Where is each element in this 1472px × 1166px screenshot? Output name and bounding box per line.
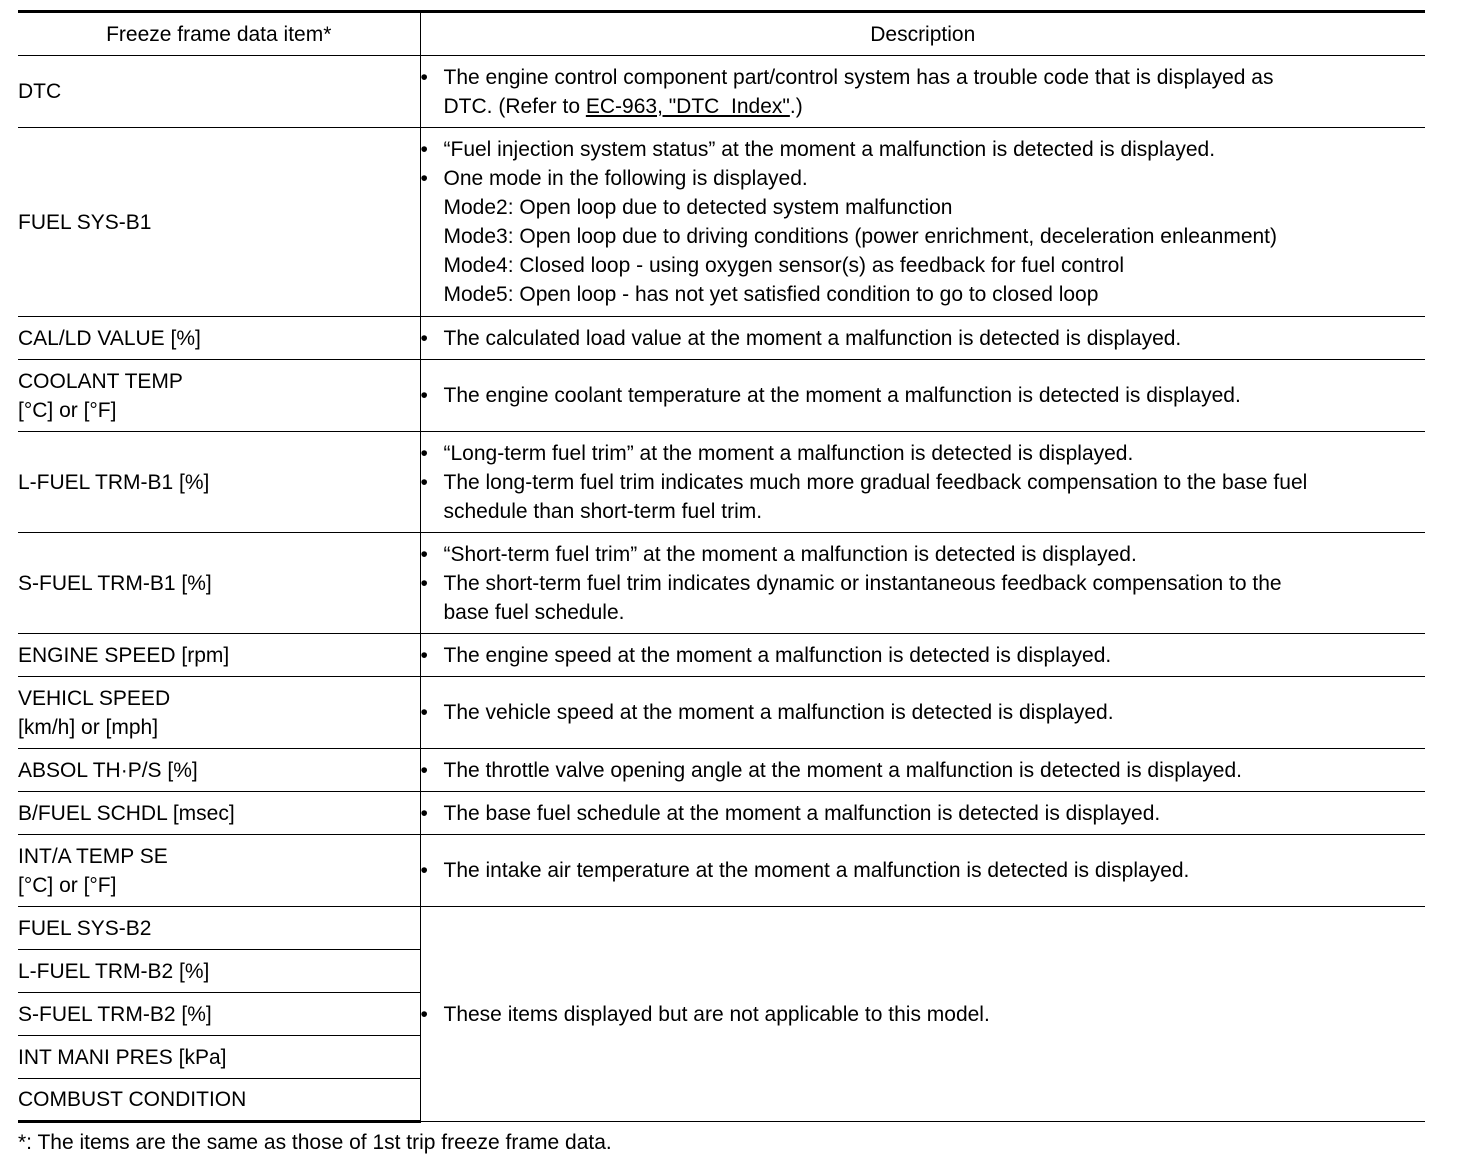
bullet-item: • The engine speed at the moment a malfunction is detected is displayed.	[421, 641, 1426, 670]
freeze-frame-table	[18, 10, 1425, 1123]
header-description: Description	[420, 12, 1425, 56]
item-cell: ABSOL TH·P/S [%]	[18, 749, 420, 792]
item-cell: CAL/LD VALUE [%]	[18, 317, 420, 360]
table-row	[18, 360, 1425, 432]
description-cell	[420, 634, 1425, 677]
bullet-item: • The calculated load value at the moment a malfunction is detected is displayed.	[421, 324, 1426, 353]
table-row	[18, 677, 1425, 749]
bullet-item: • The long-term fuel trim indicates much more gradual feedback compensation to the base fuel schedule than short-term fuel trim.	[421, 468, 1426, 526]
header-item: Freeze frame data item*	[18, 12, 420, 56]
bullet-item: • “Long-term fuel trim” at the moment a malfunction is detected is displayed.	[421, 439, 1426, 468]
table-row	[18, 317, 1425, 360]
item-cell: FUEL SYS-B1	[18, 128, 420, 317]
description-cell	[420, 128, 1425, 317]
header-row	[18, 12, 1425, 56]
description-cell	[420, 792, 1425, 835]
description-cell	[420, 907, 1425, 1122]
table-row	[18, 634, 1425, 677]
table-row	[18, 533, 1425, 634]
dtc-index-link[interactable]: EC-963, "DTC_Index"	[585, 94, 790, 118]
description-cell	[420, 749, 1425, 792]
item-cell: DTC	[18, 56, 420, 128]
bullet-item: • The throttle valve opening angle at the moment a malfunction is detected is displayed.	[421, 756, 1426, 785]
table-row	[18, 128, 1425, 317]
item-cell: COMBUST CONDITION	[18, 1079, 420, 1122]
table-row	[18, 835, 1425, 907]
bullet-item: • The vehicle speed at the moment a malfunction is detected is displayed.	[421, 698, 1426, 727]
item-cell: B/FUEL SCHDL [msec]	[18, 792, 420, 835]
bullet-item: • The short-term fuel trim indicates dynamic or instantaneous feedback compensation to the base fuel schedule.	[421, 569, 1426, 627]
bullet-item: • “Fuel injection system status” at the moment a malfunction is detected is displayed.	[421, 135, 1426, 164]
item-cell: INT MANI PRES [kPa]	[18, 1036, 420, 1079]
table-row	[18, 432, 1425, 533]
description-cell	[420, 533, 1425, 634]
description-cell	[420, 432, 1425, 533]
item-cell: L-FUEL TRM-B1 [%]	[18, 432, 420, 533]
bullet-item: • These items displayed but are not applicable to this model.	[421, 1000, 1426, 1029]
mode-line: Mode2: Open loop due to detected system malfunction	[443, 196, 953, 219]
description-cell	[420, 677, 1425, 749]
mode-line: Mode3: Open loop due to driving conditions (power enrichment, deceleration enleanment)	[443, 225, 1277, 248]
footnote: *: The items are the same as those of 1st trip freeze frame data.	[18, 1131, 612, 1154]
description-cell	[420, 317, 1425, 360]
bullet-item: • The engine coolant temperature at the moment a malfunction is detected is displayed.	[421, 381, 1426, 410]
description-cell	[420, 56, 1425, 128]
item-cell: COOLANT TEMP [°C] or [°F]	[18, 360, 420, 432]
bullet-item: • One mode in the following is displayed.	[421, 164, 1426, 193]
item-cell: VEHICL SPEED [km/h] or [mph]	[18, 677, 420, 749]
item-cell: INT/A TEMP SE [°C] or [°F]	[18, 835, 420, 907]
item-cell: S-FUEL TRM-B1 [%]	[18, 533, 420, 634]
table-row	[18, 907, 1425, 950]
item-cell: S-FUEL TRM-B2 [%]	[18, 993, 420, 1036]
description-cell	[420, 835, 1425, 907]
table-row	[18, 792, 1425, 835]
item-cell: FUEL SYS-B2	[18, 907, 420, 950]
bullet-item: • The engine control component part/control system has a trouble code that is displayed as DTC. (Refer to EC-963, "DTC_Index".)	[421, 63, 1426, 121]
mode-line: Mode4: Closed loop - using oxygen sensor(s) as feedback for fuel control	[443, 254, 1125, 277]
description-cell	[420, 360, 1425, 432]
bullet-item: • The base fuel schedule at the moment a malfunction is detected is displayed.	[421, 799, 1426, 828]
item-cell: ENGINE SPEED [rpm]	[18, 634, 420, 677]
item-cell: L-FUEL TRM-B2 [%]	[18, 950, 420, 993]
bullet-item: • The intake air temperature at the moment a malfunction is detected is displayed.	[421, 856, 1426, 885]
bullet-item: • “Short-term fuel trim” at the moment a malfunction is detected is displayed.	[421, 540, 1426, 569]
table-row	[18, 749, 1425, 792]
table-row	[18, 56, 1425, 128]
mode-line: Mode5: Open loop - has not yet satisfied condition to go to closed loop	[443, 283, 1099, 306]
